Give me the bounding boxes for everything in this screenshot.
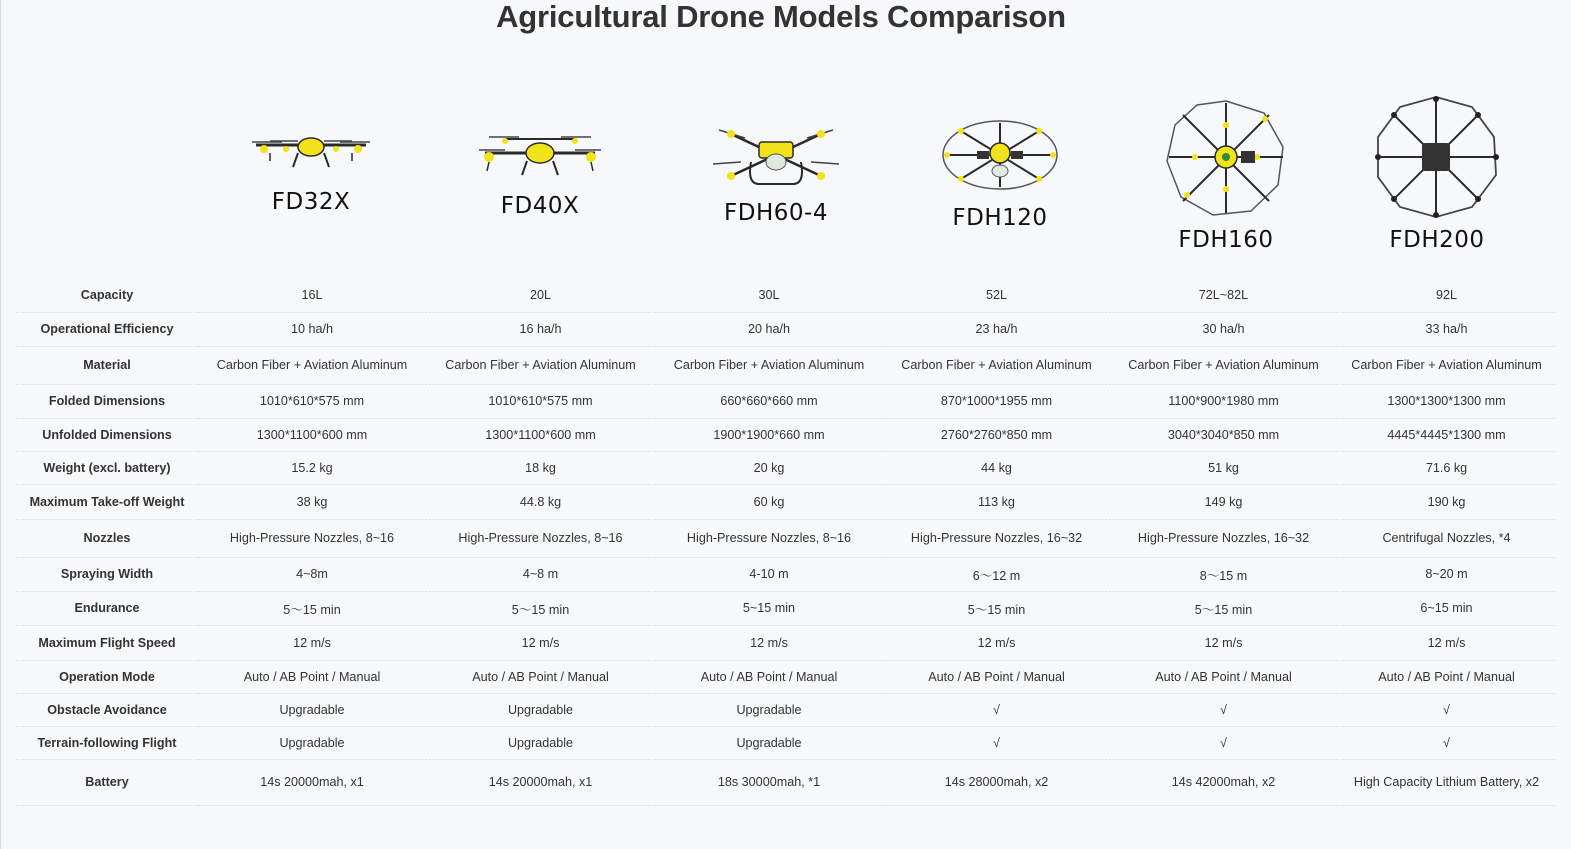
table-cell: 2760*2760*850 mm xyxy=(883,418,1110,451)
table-row xyxy=(16,279,1556,312)
row-label: Unfolded Dimensions xyxy=(16,418,198,451)
table-cell: 92L xyxy=(1337,279,1556,312)
table-cell: Upgradable xyxy=(198,726,426,759)
table-cell: 5～15 min xyxy=(883,591,1110,625)
model-name: FD32X xyxy=(271,189,351,215)
table-cell: √ xyxy=(1110,693,1337,726)
table-row xyxy=(16,759,1556,805)
table-cell: Upgradable xyxy=(198,693,426,726)
table-cell: 16L xyxy=(198,279,426,312)
table-cell: Carbon Fiber + Aviation Aluminum xyxy=(655,346,883,384)
model-name: FDH160 xyxy=(1178,227,1274,253)
table-cell: √ xyxy=(1337,693,1556,726)
table-cell: 72L~82L xyxy=(1110,279,1337,312)
table-cell: 60 kg xyxy=(655,484,883,519)
table-cell: 20 ha/h xyxy=(655,312,883,346)
table-cell: 10 ha/h xyxy=(198,312,426,346)
table-cell: 8～15 m xyxy=(1110,557,1337,591)
model-images-row xyxy=(0,88,1571,258)
model-card-fd32x xyxy=(211,123,411,215)
table-cell: 20L xyxy=(426,279,655,312)
table-cell: Centrifugal Nozzles, *4 xyxy=(1337,519,1556,557)
model-card-fd40x xyxy=(440,125,640,219)
model-name: FDH120 xyxy=(952,205,1048,231)
table-cell: Upgradable xyxy=(426,693,655,726)
table-row xyxy=(16,693,1556,726)
table-cell: 660*660*660 mm xyxy=(655,384,883,418)
table-cell: Auto / AB Point / Manual xyxy=(1110,660,1337,693)
row-label: Nozzles xyxy=(16,519,198,557)
table-cell: 14s 20000mah, x1 xyxy=(426,759,655,805)
table-cell: 30L xyxy=(655,279,883,312)
table-cell: 5~15 min xyxy=(655,591,883,625)
table-row xyxy=(16,726,1556,759)
row-label: Spraying Width xyxy=(16,557,198,591)
table-cell: 51 kg xyxy=(1110,451,1337,484)
row-label: Folded Dimensions xyxy=(16,384,198,418)
table-cell: 113 kg xyxy=(883,484,1110,519)
table-row xyxy=(16,384,1556,418)
table-cell: 12 m/s xyxy=(1110,625,1337,660)
table-cell: 33 ha/h xyxy=(1337,312,1556,346)
table-cell: 16 ha/h xyxy=(426,312,655,346)
model-card-fdh160 xyxy=(1126,97,1326,253)
page-title: Agricultural Drone Models Comparison xyxy=(496,0,1066,34)
row-label: Operational Efficiency xyxy=(16,312,198,346)
table-row xyxy=(16,312,1556,346)
model-name: FDH60-4 xyxy=(724,200,828,226)
row-label: Endurance xyxy=(16,591,198,625)
row-label: Obstacle Avoidance xyxy=(16,693,198,726)
table-row xyxy=(16,346,1556,384)
table-cell: High-Pressure Nozzles, 8~16 xyxy=(426,519,655,557)
table-cell: 44 kg xyxy=(883,451,1110,484)
row-label: Weight (excl. battery) xyxy=(16,451,198,484)
table-cell: 4445*4445*1300 mm xyxy=(1337,418,1556,451)
row-label: Operation Mode xyxy=(16,660,198,693)
table-cell: 1300*1300*1300 mm xyxy=(1337,384,1556,418)
table-cell: √ xyxy=(1337,726,1556,759)
table-cell: 1010*610*575 mm xyxy=(198,384,426,418)
table-cell: 23 ha/h xyxy=(883,312,1110,346)
table-cell: 52L xyxy=(883,279,1110,312)
table-row xyxy=(16,484,1556,519)
table-cell: 15.2 kg xyxy=(198,451,426,484)
table-row xyxy=(16,660,1556,693)
table-cell: 18s 30000mah, *1 xyxy=(655,759,883,805)
table-row xyxy=(16,625,1556,660)
table-cell: √ xyxy=(883,693,1110,726)
table-cell: 30 ha/h xyxy=(1110,312,1337,346)
table-cell: 870*1000*1955 mm xyxy=(883,384,1110,418)
table-row xyxy=(16,591,1556,625)
model-card-fdh200 xyxy=(1337,95,1537,253)
table-cell: 5～15 min xyxy=(198,591,426,625)
table-cell: 14s 42000mah, x2 xyxy=(1110,759,1337,805)
table-cell: Upgradable xyxy=(426,726,655,759)
table-cell: Carbon Fiber + Aviation Aluminum xyxy=(426,346,655,384)
table-cell: 1300*1100*600 mm xyxy=(426,418,655,451)
table-cell: Auto / AB Point / Manual xyxy=(426,660,655,693)
table-cell: 1010*610*575 mm xyxy=(426,384,655,418)
table-cell: 5～15 min xyxy=(1110,591,1337,625)
table-cell: 12 m/s xyxy=(655,625,883,660)
table-cell: 20 kg xyxy=(655,451,883,484)
table-cell: 149 kg xyxy=(1110,484,1337,519)
table-cell: Upgradable xyxy=(655,726,883,759)
table-row xyxy=(16,557,1556,591)
table-cell: 12 m/s xyxy=(883,625,1110,660)
drone-fdh120-image xyxy=(935,115,1065,199)
table-row xyxy=(16,418,1556,451)
table-cell: 6~15 min xyxy=(1337,591,1556,625)
table-cell: Auto / AB Point / Manual xyxy=(655,660,883,693)
table-cell: Auto / AB Point / Manual xyxy=(198,660,426,693)
row-label: Capacity xyxy=(16,279,198,312)
table-cell: 38 kg xyxy=(198,484,426,519)
table-cell: High Capacity Lithium Battery, x2 xyxy=(1337,759,1556,805)
table-cell: 12 m/s xyxy=(1337,625,1556,660)
model-card-fdh60-4 xyxy=(676,118,876,226)
specs-table xyxy=(16,279,1556,806)
table-cell: Carbon Fiber + Aviation Aluminum xyxy=(1110,346,1337,384)
table-cell: High-Pressure Nozzles, 8~16 xyxy=(655,519,883,557)
drone-fdh200-image xyxy=(1372,95,1502,221)
table-cell: High-Pressure Nozzles, 8~16 xyxy=(198,519,426,557)
row-label: Battery xyxy=(16,759,198,805)
table-cell: 12 m/s xyxy=(198,625,426,660)
table-cell: Upgradable xyxy=(655,693,883,726)
table-cell: 5～15 min xyxy=(426,591,655,625)
table-cell: √ xyxy=(883,726,1110,759)
table-cell: 44.8 kg xyxy=(426,484,655,519)
table-cell: 71.6 kg xyxy=(1337,451,1556,484)
row-label: Maximum Take-off Weight xyxy=(16,484,198,519)
table-cell: Carbon Fiber + Aviation Aluminum xyxy=(883,346,1110,384)
table-cell: 18 kg xyxy=(426,451,655,484)
table-cell: 1300*1100*600 mm xyxy=(198,418,426,451)
table-row xyxy=(16,451,1556,484)
drone-fdh60-4-image xyxy=(711,118,841,194)
table-cell: 1100*900*1980 mm xyxy=(1110,384,1337,418)
table-cell: 8~20 m xyxy=(1337,557,1556,591)
table-cell: High-Pressure Nozzles, 16~32 xyxy=(883,519,1110,557)
table-cell: √ xyxy=(1110,726,1337,759)
table-cell: 14s 20000mah, x1 xyxy=(198,759,426,805)
table-cell: Carbon Fiber + Aviation Aluminum xyxy=(1337,346,1556,384)
table-cell: 4~8m xyxy=(198,557,426,591)
drone-fd32x-image xyxy=(246,123,376,183)
model-name: FDH200 xyxy=(1389,227,1485,253)
drone-fdh160-image xyxy=(1161,97,1291,221)
table-cell: Auto / AB Point / Manual xyxy=(1337,660,1556,693)
row-label: Material xyxy=(16,346,198,384)
table-cell: 3040*3040*850 mm xyxy=(1110,418,1337,451)
table-cell: Auto / AB Point / Manual xyxy=(883,660,1110,693)
table-row xyxy=(16,519,1556,557)
table-cell: 4-10 m xyxy=(655,557,883,591)
row-label: Terrain-following Flight xyxy=(16,726,198,759)
row-label: Maximum Flight Speed xyxy=(16,625,198,660)
table-cell: 6～12 m xyxy=(883,557,1110,591)
model-name: FD40X xyxy=(500,193,580,219)
drone-fd40x-image xyxy=(475,125,605,187)
table-cell: Carbon Fiber + Aviation Aluminum xyxy=(198,346,426,384)
table-cell: 4~8 m xyxy=(426,557,655,591)
model-card-fdh120 xyxy=(900,115,1100,231)
table-cell: High-Pressure Nozzles, 16~32 xyxy=(1110,519,1337,557)
table-cell: 12 m/s xyxy=(426,625,655,660)
table-cell: 190 kg xyxy=(1337,484,1556,519)
table-cell: 1900*1900*660 mm xyxy=(655,418,883,451)
table-cell: 14s 28000mah, x2 xyxy=(883,759,1110,805)
